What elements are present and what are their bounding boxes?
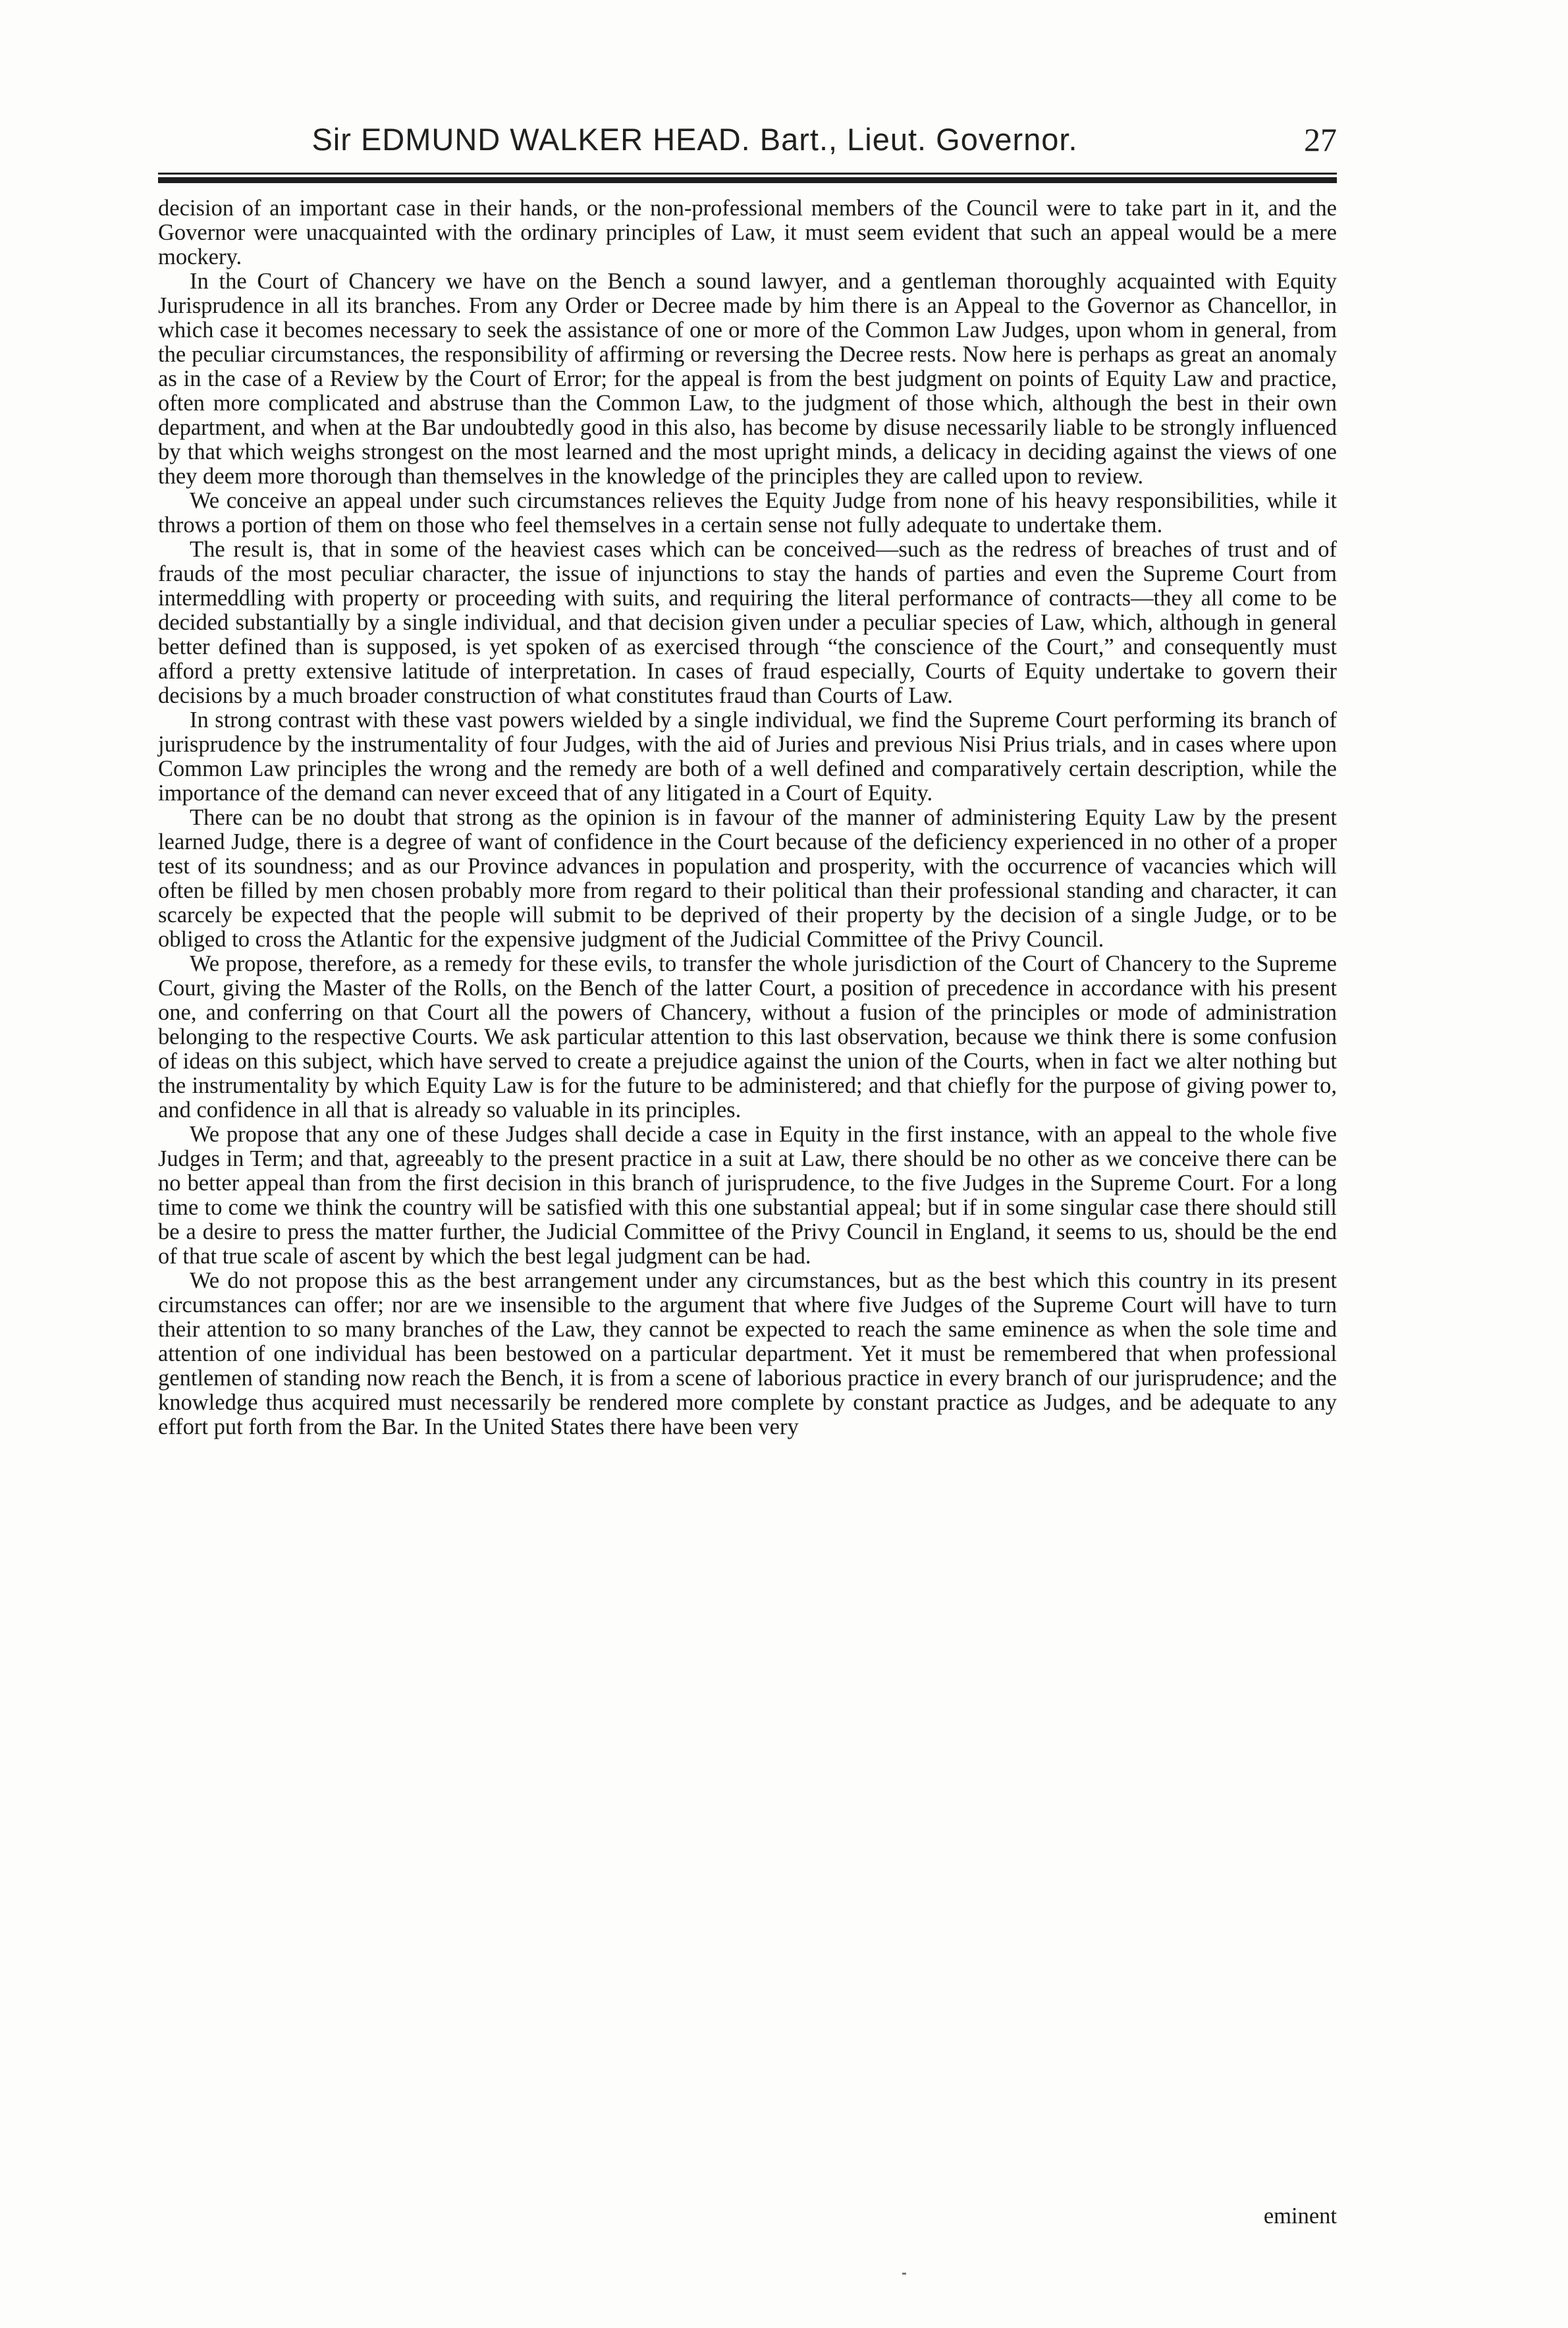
paragraph: In strong contrast with these vast powers wielded by a single individual, we find the Supreme Court performing its branch of jurisprudence by the instrumentality of four Judges, with the aid of Juries and previous Nisi Prius trials, and in cases where upon Common Law principles the wrong and the remedy are both of a well defined and comparatively certain description, while the importance of the demand can never exceed that of any litigated in a Court of Equity. <box>158 707 1337 806</box>
print-speck <box>902 2273 906 2275</box>
header-rule-thin <box>158 173 1337 175</box>
catchword: eminent <box>1263 2203 1337 2229</box>
running-head: Sir EDMUND WALKER HEAD. Bart., Lieut. Governor. <box>311 122 1078 157</box>
paragraph: We propose, therefore, as a remedy for these evils, to transfer the whole jurisdiction of the Court of Chancery to the Supreme Court, giving the Master of the Rolls, on the Bench of the latter Court, a position of precedence in accordance with his present one, and conferring on that Court all the powers of Chancery, without a fusion of the principles or mode of administration belonging to the respective Courts. We ask particular attention to this last observation, because we think there is some confusion of ideas on this subject, which have served to create a prejudice against the union of the Courts, when in fact we alter nothing but the instrumentality by which Equity Law is for the future to be administered; and that chiefly for the purpose of giving power to, and confidence in all that is already so valuable in its principles. <box>158 951 1337 1122</box>
paragraph: We conceive an appeal under such circumstances relieves the Equity Judge from none of his heavy responsibilities, while it throws a portion of them on those who feel themselves in a certain sense not fully adequate to undertake them. <box>158 488 1337 538</box>
paragraph: decision of an important case in their hands, or the non-professional members of the Council were to take part in it, and the Governor were unacquainted with the ordinary principles of Law, it must seem evident that such an appeal would be a mere mockery. <box>158 196 1337 269</box>
body-text <box>158 196 1337 1439</box>
header-rule-thick <box>158 177 1337 183</box>
paragraph: We do not propose this as the best arrangement under any circumstances, but as the best which this country in its present circumstances can offer; nor are we insensible to the argument that where five Judges of the Supreme Court will have to turn their attention to so many branches of the Law, they cannot be expected to reach the same eminence as when the sole time and attention of one individual has been bestowed on a particular department. Yet it must be remembered that when professional gentlemen of standing now reach the Bench, it is from a scene of laborious practice in every branch of our jurisprudence; and the knowledge thus acquired must necessarily be rendered more complete by constant practice as Judges, and be adequate to any effort put forth from the Bar. In the United States there have been very <box>158 1268 1337 1439</box>
page-header <box>158 120 1337 166</box>
paragraph: In the Court of Chancery we have on the Bench a sound lawyer, and a gentleman thoroughly acquainted with Equity Jurisprudence in all its branches. From any Order or Decree made by him there is an Appeal to the Governor as Chancellor, in which case it becomes necessary to seek the assistance of one or more of the Common Law Judges, upon whom in general, from the peculiar circumstances, the responsibility of affirming or reversing the Decree rests. Now here is perhaps as great an anomaly as in the case of a Review by the Court of Error; for the appeal is from the best judgment on points of Equity Law and practice, often more complicated and abstruse than the Common Law, to the judgment of those which, although the best in their own department, and when at the Bar undoubtedly good in this also, has become by disuse necessarily liable to be strongly influenced by that which weighs strongest on the most learned and the most upright minds, a delicacy in deciding against the views of one they deem more thorough than themselves in the knowledge of the principles they are called upon to review. <box>158 269 1337 489</box>
header-rule <box>158 173 1337 184</box>
paragraph: There can be no doubt that strong as the opinion is in favour of the manner of administering Equity Law by the present learned Judge, there is a degree of want of confidence in the Court because of the deficiency experienced in no other of a proper test of its soundness; and as our Province advances in population and prosperity, with the occurrence of vacancies which will often be filled by men chosen probably more from regard to their political than their professional standing and character, it can scarcely be expected that the people will submit to be deprived of their property by the decision of a single Judge, or to be obliged to cross the Atlantic for the expensive judgment of the Judicial Committee of the Privy Council. <box>158 805 1337 952</box>
page-number: 27 <box>1304 121 1337 158</box>
paragraph: We propose that any one of these Judges shall decide a case in Equity in the first instance, with an appeal to the whole five Judges in Term; and that, agreeably to the present practice in a suit at Law, there should be no other as we conceive there can be no better appeal than from the first decision in this branch of jurisprudence, to the five Judges in the Supreme Court. For a long time to come we think the country will be satisfied with this one substantial appeal; but if in some singular case there should still be a desire to press the matter further, the Judicial Committee of the Privy Council in England, it seems to us, should be the end of that true scale of ascent by which the best legal judgment can be had. <box>158 1122 1337 1269</box>
paragraph: The result is, that in some of the heaviest cases which can be conceived—such as the redress of breaches of trust and of frauds of the most peculiar character, the issue of injunctions to stay the hands of parties and even the Supreme Court from intermeddling with property or proceeding with suits, and requiring the literal performance of contracts—they all come to be decided substantially by a single individual, and that decision given under a peculiar species of Law, which, although in general better defined than is supposed, is yet spoken of as exercised through “the conscience of the Court,” and consequently must afford a pretty extensive latitude of interpretation. In cases of fraud especially, Courts of Equity undertake to govern their decisions by a much broader construction of what constitutes fraud than Courts of Law. <box>158 537 1337 708</box>
